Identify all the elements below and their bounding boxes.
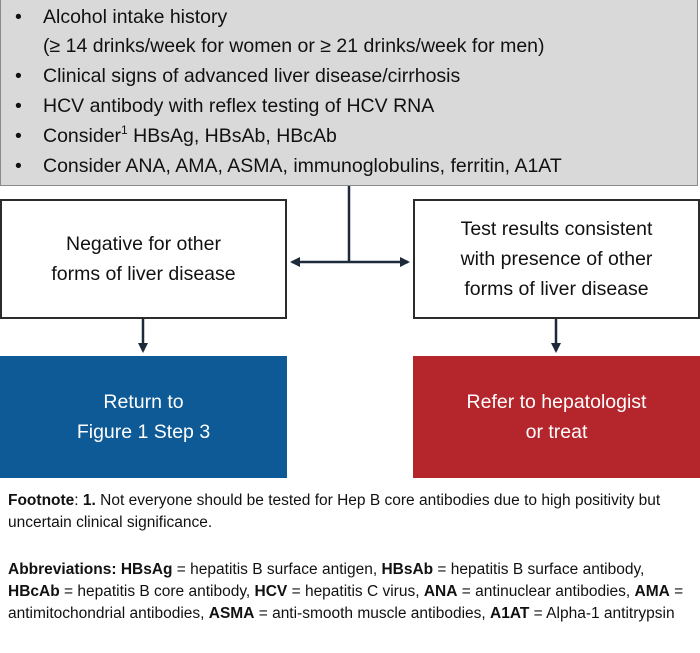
abbreviation-term: AMA [634,583,670,600]
bullet-icon: • [15,6,22,28]
abbreviation-definition: = hepatitis B surface antibody, [433,561,645,578]
abbreviation-definition: = antimitochondrial antibodies, [8,583,684,622]
return-to-step-box: Return to Figure 1 Step 3 [0,356,287,478]
abbreviation-term: HCV [254,583,288,600]
abbreviation-definition: = hepatitis B core antibody, [59,583,255,600]
abbreviation-definition: = anti-smooth muscle antibodies, [254,605,491,622]
screening-criteria-box [0,0,698,186]
abbreviation-term: A1AT [490,605,530,622]
abbreviation-definition: = hepatitis C virus, [287,583,424,600]
abbreviation-term: HBsAb [381,561,434,578]
criteria-item-alcohol-thresholds: (≥ 14 drinks/week for women or ≥ 21 drinks/week for men) [43,35,545,57]
bullet-icon: • [15,155,22,177]
screening-criteria-list [15,2,562,181]
abbreviation-term: Abbreviations: [8,561,117,578]
bullet-icon: • [15,125,22,147]
positive-result-box: Test results consistent with presence of other forms of liver disease [413,199,700,319]
criteria-item-hepatitis-b: • Consider$^1$ HBsAg, HBsAb, HBcAb [15,121,562,151]
criteria-item-clinical-signs: • Clinical signs of advanced liver disease/cirrhosis [15,61,562,91]
criteria-item-autoimmune-panel: • Consider ANA, AMA, ASMA, immunoglobulins, ferritin, A1AT [15,151,562,181]
footnote-marker: 1 [121,123,128,137]
negative-result-box: Negative for other forms of liver disease [0,199,287,319]
abbreviation-term: HBsAg [120,561,173,578]
abbreviation-definition: = hepatitis B surface antigen, [172,561,382,578]
bullet-icon: • [15,95,22,117]
criteria-item-hcv: • HCV antibody with reflex testing of HCV RNA [15,91,562,121]
criteria-item-alcohol: • Alcohol intake history [15,2,562,32]
bullet-icon: • [15,65,22,87]
abbreviations [8,559,692,625]
abbreviation-term: ANA [423,583,458,600]
footnote: Footnote: 1. Not everyone should be tested for Hep B core antibodies due to high positivity but uncertain clinical significance. [8,492,661,531]
abbreviation-definition: = Alpha-1 antitrypsin [529,605,675,622]
abbreviation-term: HBcAb [8,583,60,600]
abbreviation-definition: = antinuclear antibodies, [457,583,635,600]
refer-to-hepatologist-box: Refer to hepatologist or treat [413,356,700,478]
abbreviation-term: ASMA [208,605,255,622]
